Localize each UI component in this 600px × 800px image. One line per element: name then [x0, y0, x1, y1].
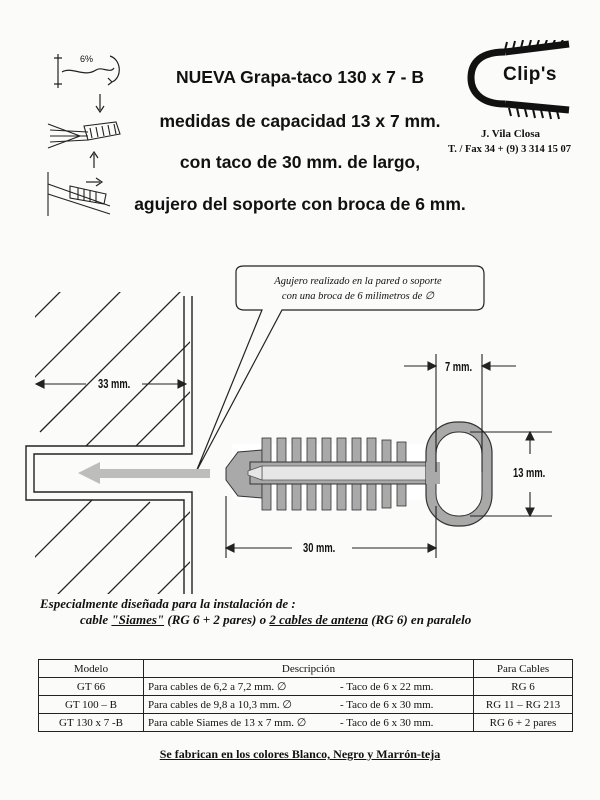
intro-line-1: Especialmente diseñada para la instalación de :	[40, 596, 296, 611]
intro-line-2-pre: cable	[80, 612, 112, 627]
description-diameter: Para cable Siames de 13 x 7 mm. ∅	[148, 717, 307, 729]
column-header-cables: Para Cables	[474, 660, 573, 678]
callout-line-1: Agujero realizado en la pared o soporte	[274, 276, 442, 287]
width-dimension-label: 7 mm.	[445, 359, 473, 374]
intro-line-2-mid: (RG 6 + 2 pares) o	[164, 612, 270, 627]
table-row	[39, 696, 573, 714]
intro-antenna: 2 cables de antena	[269, 612, 368, 627]
depth-dimension-label: 33 mm.	[98, 376, 131, 391]
arrow-up-icon	[90, 152, 98, 168]
description-diameter: Para cables de 6,2 a 7,2 mm. ∅	[148, 681, 287, 693]
plug-length-line: con taco de 30 mm. de largo,	[179, 152, 421, 172]
colors-footer: Se fabrican en los colores Blanco, Negro y Marrón-teja	[159, 747, 441, 761]
drill-size-label: 6%	[80, 54, 94, 64]
description-plug: - Taco de 6 x 30 mm.	[340, 699, 434, 711]
description-plug: - Taco de 6 x 22 mm.	[340, 681, 434, 693]
description-cell	[144, 696, 474, 714]
capacity-line: medidas de capacidad 13 x 7 mm.	[159, 111, 441, 131]
cables-cell: RG 11 – RG 213	[474, 696, 573, 714]
model-cell: GT 130 x 7 -B	[39, 714, 144, 732]
wall-hatching-upper	[0, 262, 240, 452]
description-cell	[144, 678, 474, 696]
callout-text	[236, 274, 480, 304]
intro-line-2	[80, 612, 471, 628]
callout-line-2: con una broca de 6 milimetros de ∅	[281, 291, 435, 302]
model-cell: GT 66	[39, 678, 144, 696]
model-cell: GT 100 – B	[39, 696, 144, 714]
intro-siamese: "Siames"	[111, 612, 165, 627]
column-header-model: Modelo	[39, 660, 144, 678]
hole-arrow	[78, 462, 210, 484]
plug-length-dimension-label: 30 mm.	[303, 540, 336, 555]
drill-size-line: agujero del soporte con broca de 6 mm.	[134, 194, 466, 214]
table-header-row	[39, 660, 573, 678]
intro-line-2-post: (RG 6) en paralelo	[367, 612, 472, 627]
brand-name: Clip's	[503, 64, 557, 85]
company-name: J. Vila Closa	[481, 128, 540, 140]
description-plug: - Taco de 6 x 30 mm.	[340, 717, 434, 729]
arrow-right-icon	[86, 178, 102, 186]
table-row	[39, 714, 573, 732]
column-header-description: Descripción	[144, 660, 474, 678]
description-diameter: Para cables de 9,8 a 10,3 mm. ∅	[148, 699, 292, 711]
phone-fax: T. / Fax 34 + (9) 3 314 15 07	[448, 144, 572, 155]
cables-cell: RG 6	[474, 678, 573, 696]
description-cell	[144, 714, 474, 732]
wall-cross-section	[26, 296, 192, 594]
product-title: NUEVA Grapa-taco 130 x 7 - B	[176, 67, 424, 87]
arrow-down-icon	[96, 94, 104, 112]
cables-cell: RG 6 + 2 pares	[474, 714, 573, 732]
technical-diagram	[0, 262, 600, 594]
models-table	[38, 659, 573, 732]
clip-plug	[226, 438, 442, 510]
table-row	[39, 678, 573, 696]
height-dimension-label: 13 mm.	[513, 465, 546, 480]
